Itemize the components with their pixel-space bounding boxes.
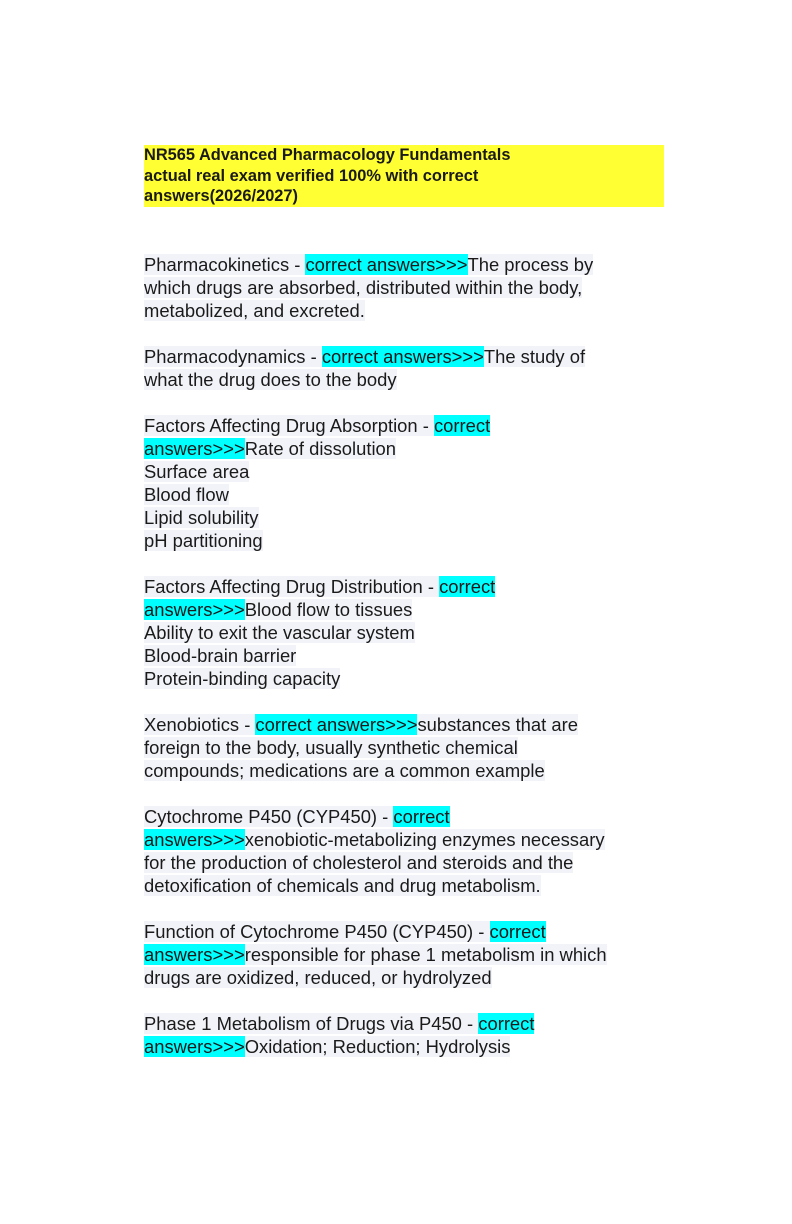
title-line-2: actual real exam verified 100% with correct <box>144 166 479 185</box>
answer-tag: correct <box>489 920 546 942</box>
entry-definition: drugs are oxidized, reduced, or hydrolyzed <box>144 966 492 988</box>
entry-term: Cytochrome P450 (CYP450) - <box>144 805 394 827</box>
entry-definition: what the drug does to the body <box>144 368 397 390</box>
answer-tag: correct <box>393 805 450 827</box>
answer-tag: answers>>> <box>144 437 245 459</box>
entry-term: Xenobiotics - <box>144 713 256 735</box>
list-item: Blood flow to tissues <box>244 598 413 620</box>
entry-term: Phase 1 Metabolism of Drugs via P450 - <box>144 1012 479 1034</box>
entry-term: Pharmacokinetics - <box>144 253 306 275</box>
entry-definition: compounds; medications are a common example <box>144 759 545 781</box>
entry-definition: substances that are <box>417 713 578 735</box>
list-item: Surface area <box>144 460 250 482</box>
entry-definition: detoxification of chemicals and drug metabolism. <box>144 874 541 896</box>
entry-definition: responsible for phase 1 metabolism in which <box>244 943 607 965</box>
entry-definition: which drugs are absorbed, distributed within the body, <box>144 276 583 298</box>
list-item: Blood-brain barrier <box>144 644 297 666</box>
entry-definition: for the production of cholesterol and steroids and the <box>144 851 574 873</box>
answer-tag: correct <box>439 575 496 597</box>
qa-entry-phase1-metabolism <box>144 1012 664 1058</box>
qa-entry-drug-distribution <box>144 575 664 690</box>
entry-definition: foreign to the body, usually synthetic chemical <box>144 736 518 758</box>
answer-tag: correct answers>>> <box>321 345 484 367</box>
answer-tag: correct <box>478 1012 535 1034</box>
entry-definition: metabolized, and excreted. <box>144 299 365 321</box>
qa-entry-cyp450 <box>144 805 664 897</box>
entry-term: Factors Affecting Drug Distribution - <box>144 575 440 597</box>
document-page <box>144 145 664 1081</box>
list-item: Protein-binding capacity <box>144 667 341 689</box>
list-item: Rate of dissolution <box>244 437 397 459</box>
document-title <box>144 145 664 207</box>
answer-tag: correct answers>>> <box>255 713 418 735</box>
entry-term: Factors Affecting Drug Absorption - <box>144 414 434 436</box>
qa-entry-pharmacodynamics <box>144 345 664 391</box>
answer-tag: answers>>> <box>144 828 245 850</box>
answer-tag: correct answers>>> <box>305 253 468 275</box>
entry-definition: The study of <box>483 345 586 367</box>
answer-tag: answers>>> <box>144 1035 245 1057</box>
entry-definition: Oxidation; Reduction; Hydrolysis <box>244 1035 511 1057</box>
list-item: Lipid solubility <box>144 506 259 528</box>
list-item: Blood flow <box>144 483 229 505</box>
answer-tag: correct <box>433 414 491 436</box>
entry-definition: The process by <box>467 253 594 275</box>
list-item: pH partitioning <box>144 529 263 551</box>
entry-term: Function of Cytochrome P450 (CYP450) - <box>144 920 490 942</box>
qa-entry-drug-absorption <box>144 414 664 552</box>
answer-tag: answers>>> <box>144 943 245 965</box>
qa-entry-pharmacokinetics <box>144 253 664 322</box>
title-line-3: answers(2026/2027) <box>144 187 298 205</box>
entry-definition: xenobiotic-metabolizing enzymes necessary <box>244 828 605 850</box>
title-line-1: NR565 Advanced Pharmacology Fundamentals <box>144 146 511 164</box>
list-item: Ability to exit the vascular system <box>144 621 415 643</box>
entry-term: Pharmacodynamics - <box>144 345 322 367</box>
qa-entry-cyp450-function <box>144 920 664 989</box>
qa-entry-xenobiotics <box>144 713 664 782</box>
answer-tag: answers>>> <box>144 598 245 620</box>
